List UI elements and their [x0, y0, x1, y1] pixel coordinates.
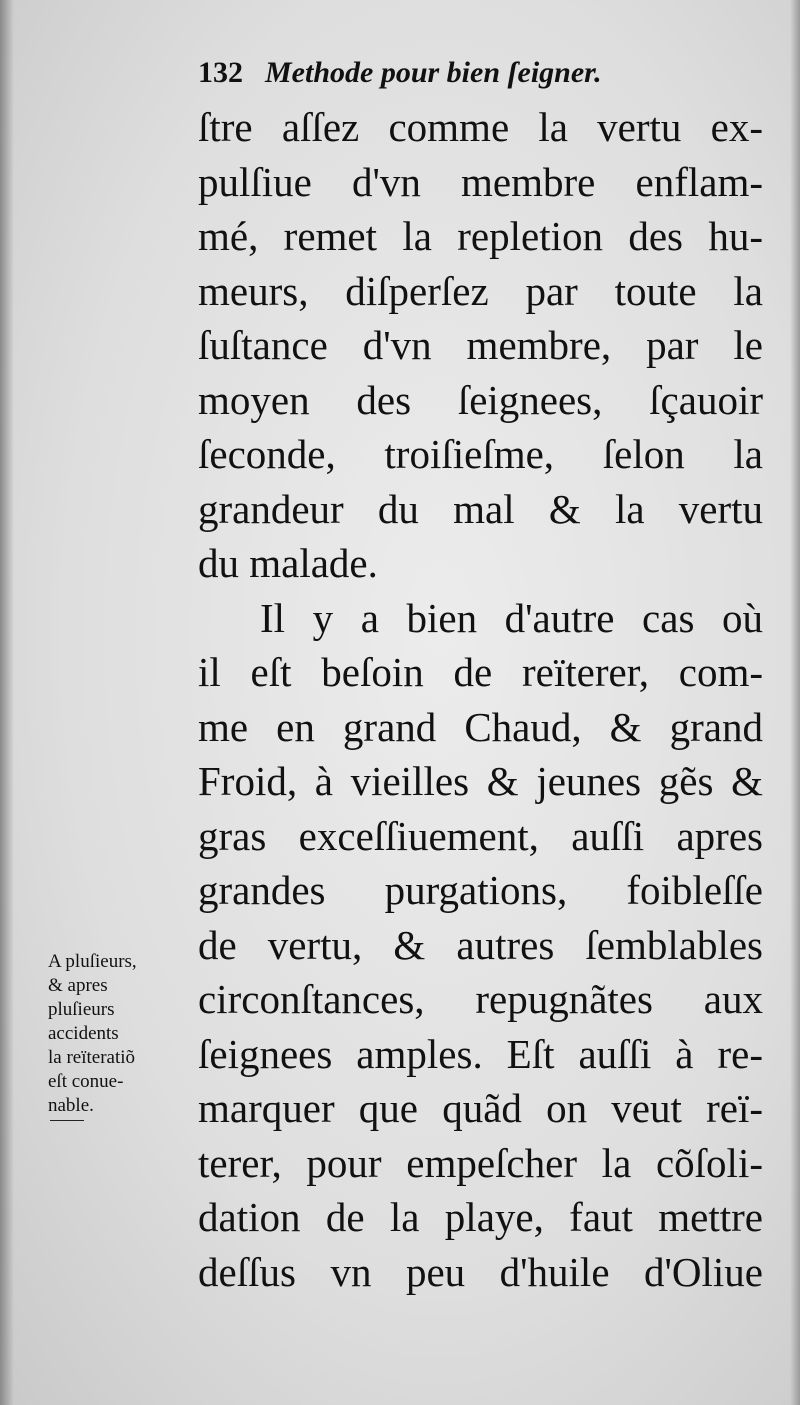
- text-line: grandes purgations, foibleſſe: [198, 867, 763, 913]
- page-edge-shadow: [790, 0, 800, 1405]
- running-title: Methode pour bien ſeigner.: [265, 56, 602, 89]
- text-line: mé, remet la repletion des hu-: [198, 213, 763, 259]
- page-gutter-shadow: [0, 0, 14, 1405]
- text-line: de vertu, & autres ſemblables: [198, 921, 763, 968]
- text-line: circonſtances, repugnãtes aux: [198, 976, 763, 1022]
- margin-note-line: A pluſieurs,: [48, 951, 137, 972]
- margin-note-line: nable.: [48, 1095, 94, 1116]
- margin-note-line: la reïteratiõ: [48, 1047, 136, 1068]
- margin-note-line: & apres: [48, 975, 108, 996]
- text-line: ſeconde, troiſieſme, ſelon la: [198, 431, 763, 477]
- body-text: [198, 100, 763, 1299]
- margin-note: [48, 950, 198, 1121]
- page-number: 132: [198, 56, 243, 89]
- text-line: ſeignees amples. Eſt auſſi à re-: [198, 1030, 763, 1077]
- text-line: Il y a bien d'autre cas où: [260, 594, 763, 641]
- text-line: deſſus vn peu d'huile d'Oliue: [198, 1248, 763, 1295]
- text-line: meurs, diſperſez par toute la: [198, 267, 763, 314]
- running-head: [198, 56, 738, 96]
- margin-note-line: pluſieurs: [48, 999, 115, 1020]
- text-line: du malade.: [198, 540, 378, 586]
- text-line: ſuſtance d'vn membre, par le: [198, 322, 763, 368]
- margin-note-line: accidents: [48, 1023, 119, 1044]
- text-line: marquer que quãd on veut reï-: [198, 1085, 763, 1131]
- text-line: ſtre aſſez comme la vertu ex-: [198, 104, 763, 150]
- text-line: grandeur du mal & la vertu: [198, 485, 763, 532]
- show-through-mark: [300, 1298, 390, 1348]
- text-line: il eſt beſoin de reïterer, com-: [198, 649, 763, 695]
- text-line: me en grand Chaud, & grand: [198, 703, 763, 750]
- text-line: moyen des ſeignees, ſçauoir: [198, 376, 763, 423]
- text-line: Froid, à vieilles & jeunes gẽs &: [198, 758, 763, 804]
- text-line: gras exceſſiuement, auſſi apres: [198, 812, 763, 859]
- text-line: terer, pour empeſcher la cõſoli-: [198, 1139, 763, 1186]
- text-line: dation de la playe, faut mettre: [198, 1194, 763, 1240]
- margin-note-rule: [50, 1120, 84, 1121]
- text-line: pulſiue d'vn membre enflam-: [198, 158, 763, 205]
- margin-note-line: eſt conue-: [48, 1071, 124, 1092]
